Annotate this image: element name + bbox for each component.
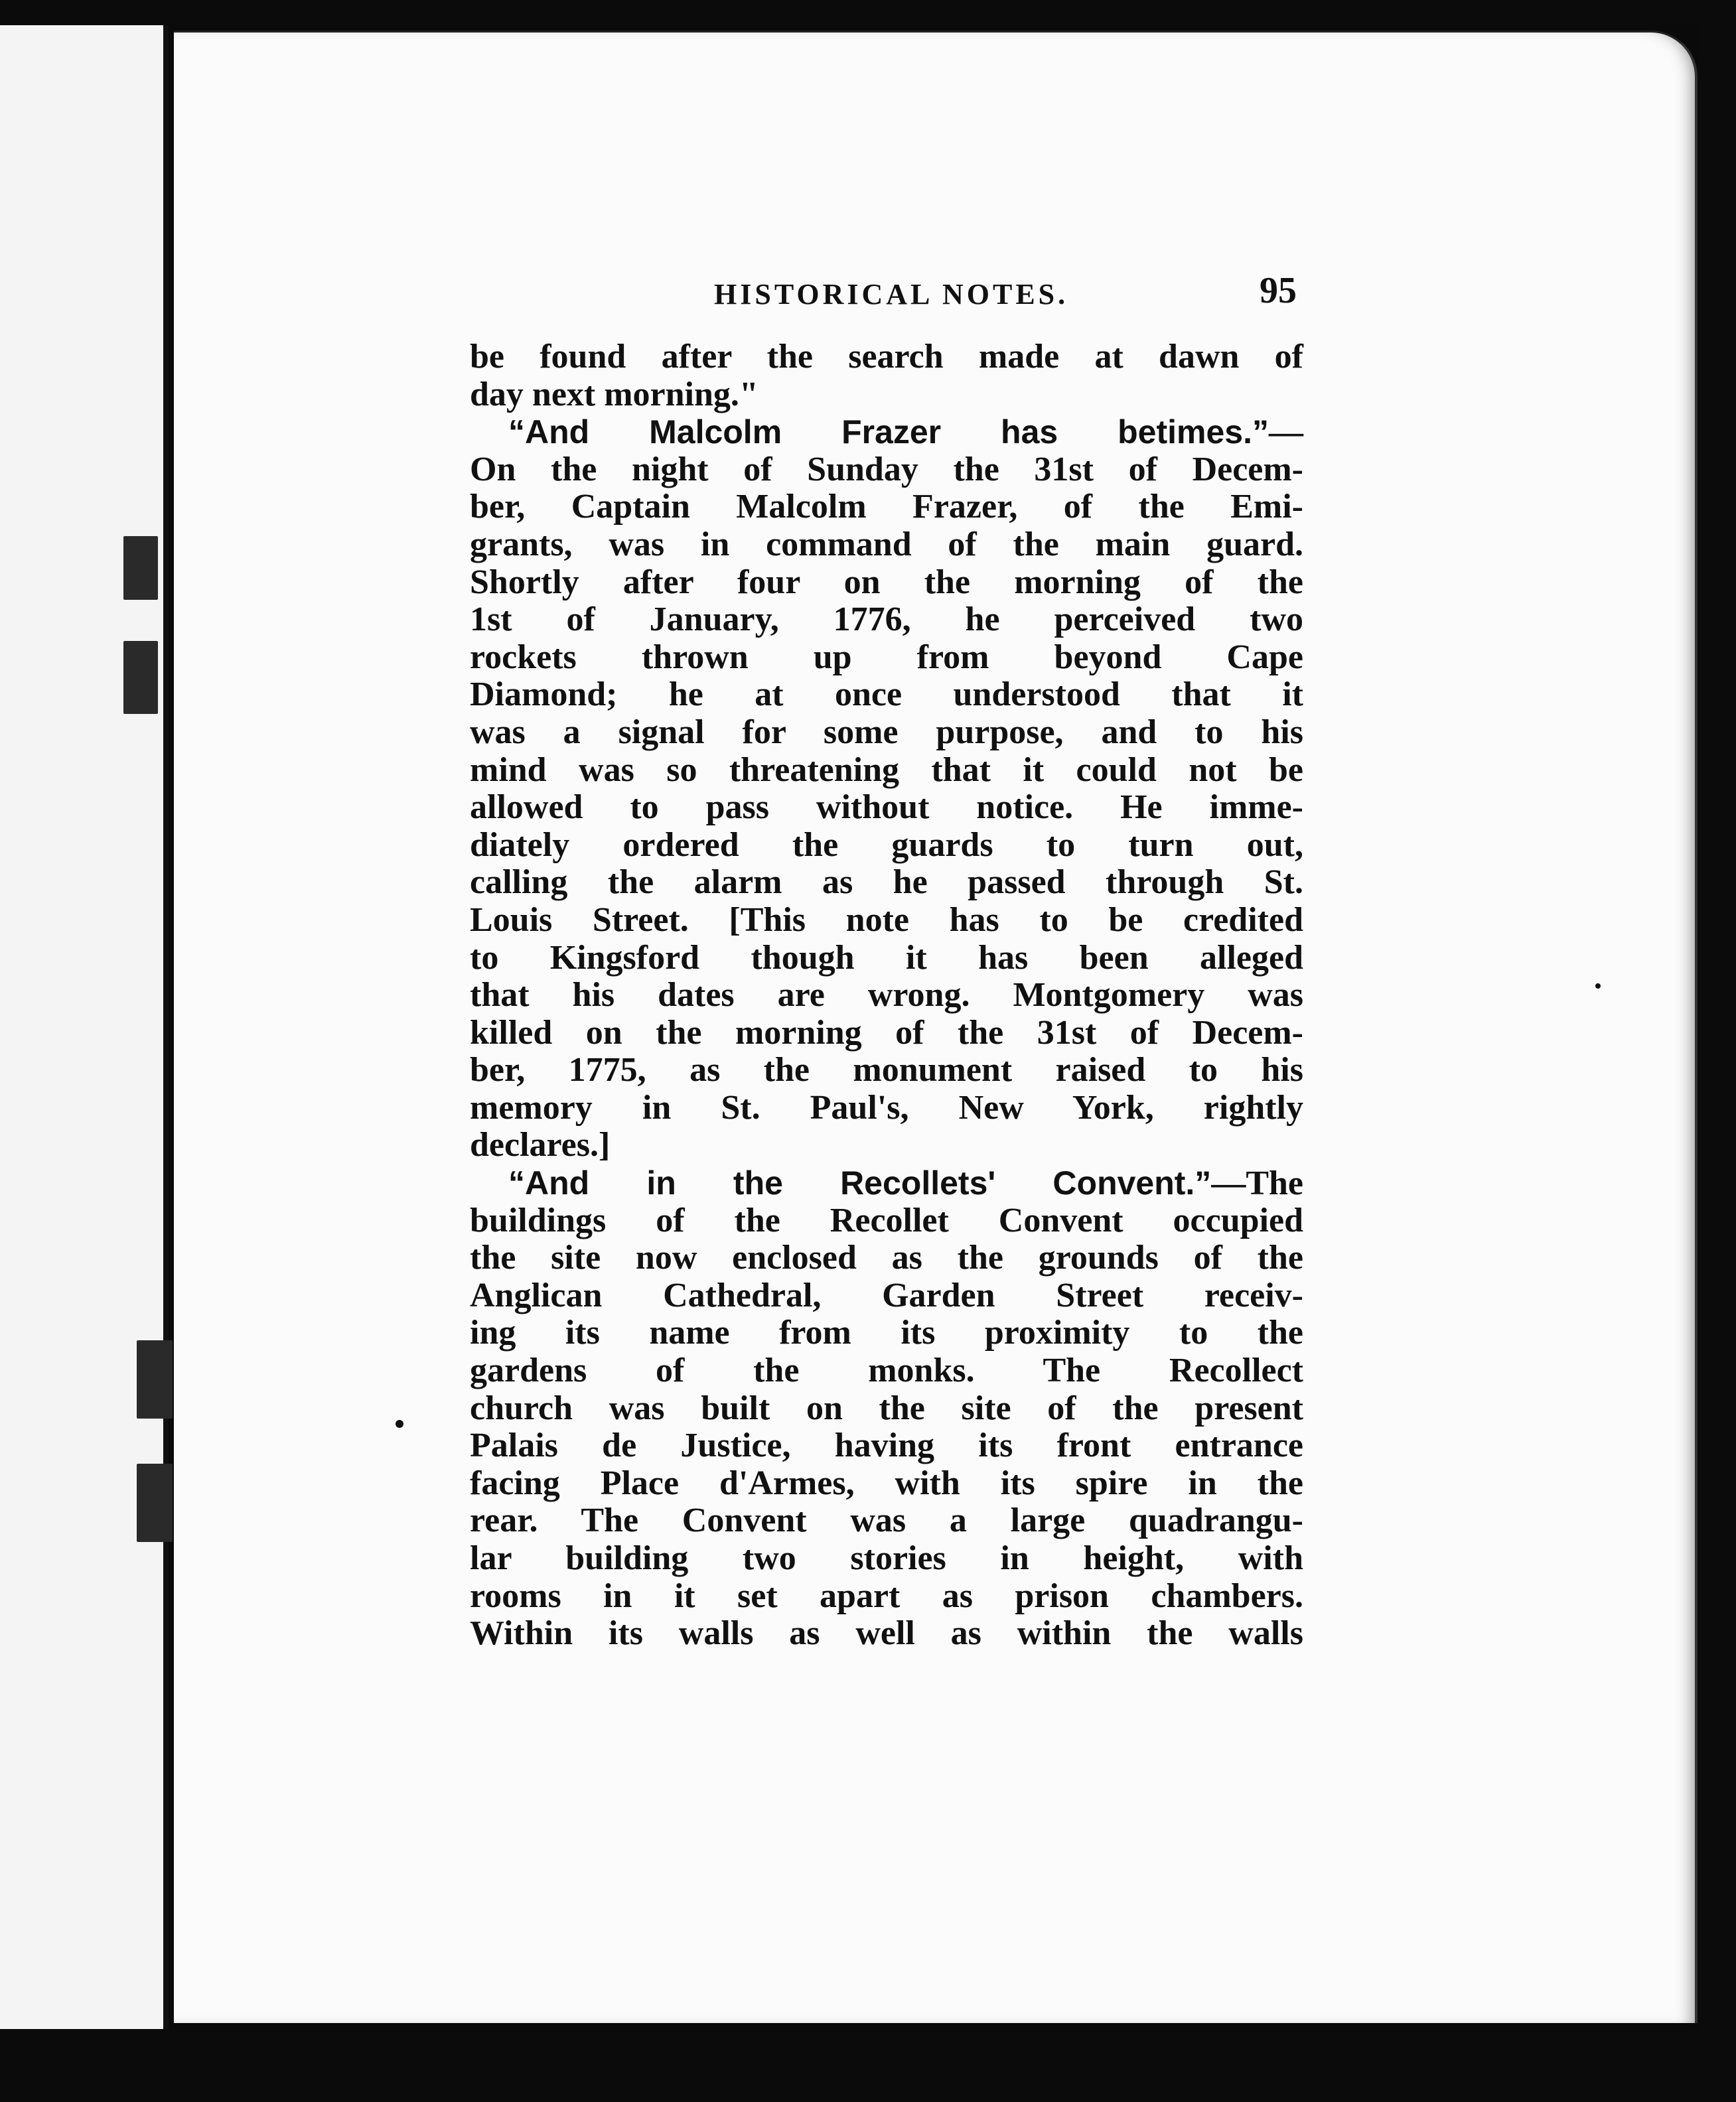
text-line: Within its walls as well as within the walls <box>470 1614 1303 1653</box>
text-line: facing Place d'Armes, with its spire in the <box>470 1464 1303 1502</box>
running-title: HISTORICAL NOTES. <box>714 278 1069 311</box>
text-line: mind was so threatening that it could not be <box>470 750 1303 789</box>
scan-border-bottom <box>0 2029 1736 2102</box>
text-line: declares.] <box>470 1126 611 1164</box>
scan-border-top <box>0 0 1736 25</box>
text-line: ber, Captain Malcolm Frazer, of the Emi- <box>470 488 1303 526</box>
text-line: rooms in it set apart as prison chambers. <box>470 1576 1303 1615</box>
text-line: allowed to pass without notice. He imme- <box>470 788 1303 827</box>
text-line: diately ordered the guards to turn out, <box>470 825 1303 864</box>
scan-border-right <box>1699 0 1736 2102</box>
text-line: Anglican Cathedral, Garden Street receiv- <box>470 1276 1303 1314</box>
scan-speck <box>1595 983 1601 989</box>
text-line: grants, was in command of the main guard. <box>470 525 1303 563</box>
binding-stitch <box>123 641 158 714</box>
text-line: gardens of the monks. The Recollect <box>470 1352 1303 1390</box>
binding-stitch <box>137 1340 173 1419</box>
text-line: 1st of January, 1776, he perceived two <box>470 600 1303 639</box>
text-line: Palais de Justice, having its front entrance <box>470 1427 1303 1465</box>
page-number: 95 <box>1260 270 1297 311</box>
text-line: Shortly after four on the morning of the <box>470 563 1303 601</box>
previous-page-edge <box>0 25 168 2029</box>
binding-stitch <box>137 1464 173 1542</box>
text-line: was a signal for some purpose, and to his <box>470 713 1303 751</box>
binding-stitch <box>123 536 158 600</box>
section-heading-line: “And in the Recollets' Convent.”—The <box>508 1164 1303 1203</box>
text-line: calling the alarm as he passed through St. <box>470 863 1303 902</box>
text-line: ing its name from its proximity to the <box>470 1314 1303 1352</box>
text-line: memory in St. Paul's, New York, rightly <box>470 1088 1303 1127</box>
section-heading: “And in the Recollets' Convent.” <box>508 1164 1212 1202</box>
section-heading-line: “And Malcolm Frazer has betimes.”— <box>508 413 1303 452</box>
text-line: the site now enclosed as the grounds of the <box>470 1239 1303 1277</box>
page-header <box>470 268 1303 321</box>
text-line: to Kingsford though it has been alleged <box>470 938 1303 977</box>
text-line: day next morning." <box>470 375 759 413</box>
book-binding <box>163 25 169 2029</box>
text-line: be found after the search made at dawn of <box>470 338 1303 376</box>
text-line: killed on the morning of the 31st of Decem- <box>470 1013 1303 1052</box>
section-heading: “And Malcolm Frazer has betimes.” <box>508 413 1269 451</box>
text-line: buildings of the Recollet Convent occupied <box>470 1201 1303 1239</box>
text-line: ber, 1775, as the monument raised to his <box>470 1051 1303 1089</box>
text-line: Diamond; he at once understood that it <box>470 675 1303 714</box>
body-text <box>470 338 1303 1653</box>
text-line: rockets thrown up from beyond Cape <box>470 638 1303 676</box>
text-line: that his dates are wrong. Montgomery was <box>470 976 1303 1015</box>
text-line: church was built on the site of the present <box>470 1389 1303 1427</box>
scan-speck <box>396 1420 403 1428</box>
text-line: Louis Street. [This note has to be credited <box>470 900 1303 939</box>
text-line: On the night of Sunday the 31st of Decem- <box>470 450 1303 488</box>
text-line: lar building two stories in height, with <box>470 1539 1303 1577</box>
text-line: rear. The Convent was a large quadrangu- <box>470 1502 1303 1540</box>
